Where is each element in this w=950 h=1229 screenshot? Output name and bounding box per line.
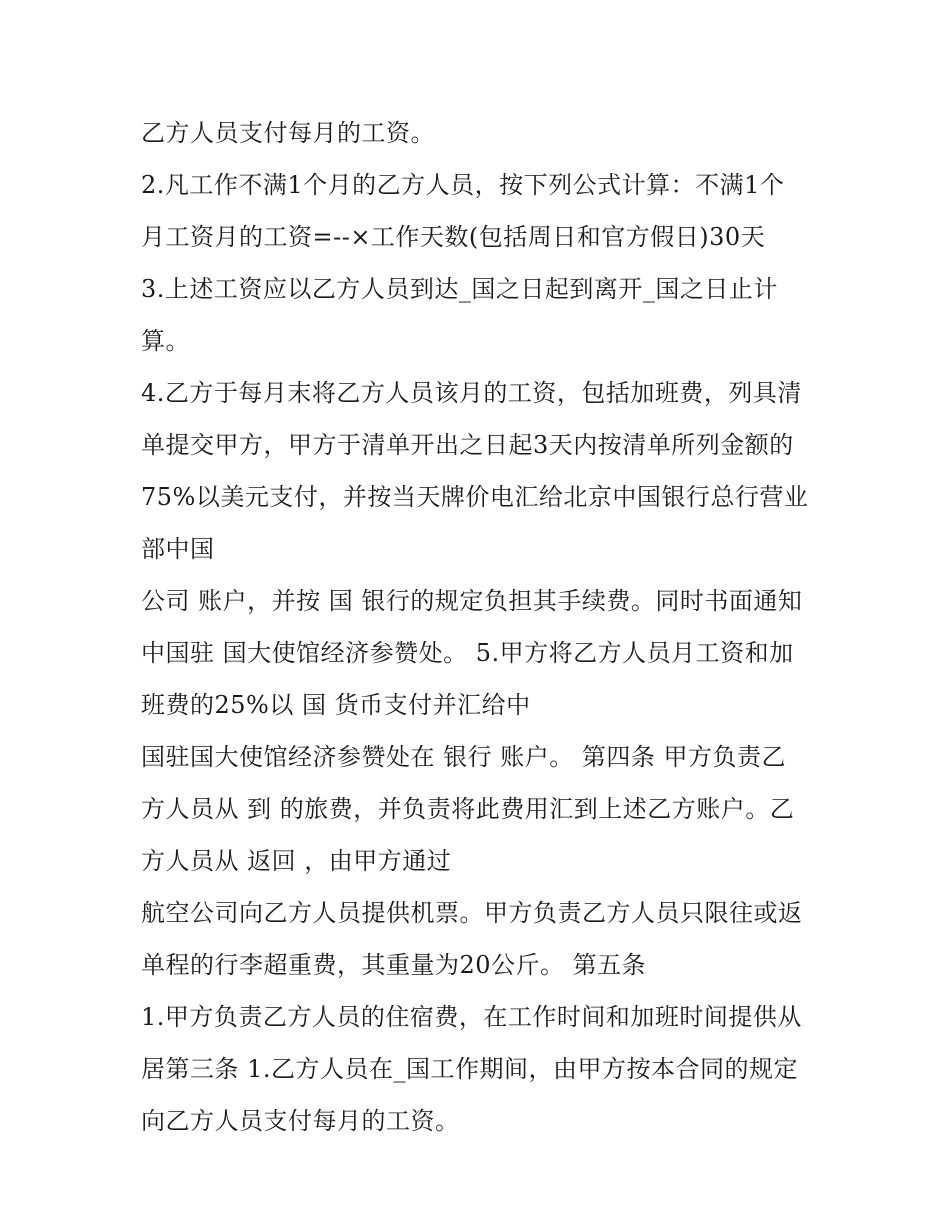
text-line-1: 乙方人员支付每月的工资。	[141, 119, 435, 147]
text-line-6: 4.乙方于每月末将乙方人员该月的工资，包括加班费，列具清	[141, 379, 802, 407]
text-line-3: 月工资月的工资=--×工作天数(包括周日和官方假日)30天	[141, 223, 766, 251]
text-line-7: 单提交甲方，甲方于清单开出之日起3天内按清单所列金额的	[141, 431, 794, 459]
text-line-19: 居第三条 1.乙方人员在_国工作期间，由甲方按本合同的规定	[141, 1055, 799, 1083]
text-line-2: 2.凡工作不满1个月的乙方人员，按下列公式计算：不满1个	[141, 171, 785, 199]
text-line-20: 向乙方人员支付每月的工资。	[141, 1107, 460, 1135]
text-line-13: 国驻国大使馆经济参赞处在 银行 账户。 第四条 甲方负责乙	[141, 743, 787, 771]
text-line-17: 单程的行李超重费，其重量为20公斤。 第五条	[141, 951, 647, 979]
text-line-12: 班费的25%以 国 货币支付并汇给中	[141, 691, 531, 719]
text-line-4: 3.上述工资应以乙方人员到达_国之日起到离开_国之日止计	[141, 275, 778, 303]
text-line-15: 方人员从 返回 ，由甲方通过	[141, 847, 452, 875]
text-line-11: 中国驻 国大使馆经济参赞处。 5.甲方将乙方人员月工资和加	[141, 639, 794, 667]
text-line-8: 75%以美元支付，并按当天牌价电汇给北京中国银行总行营业	[141, 483, 809, 511]
text-line-16: 航空公司向乙方人员提供机票。甲方负责乙方人员只限往或返	[141, 899, 803, 927]
contract-text	[141, 107, 831, 1147]
text-line-14: 方人员从 到 的旅费，并负责将此费用汇到上述乙方账户。乙	[141, 795, 795, 823]
text-line-10: 公司 账户，并按 国 银行的规定负担其手续费。同时书面通知	[141, 587, 803, 615]
text-line-18: 1.甲方负责乙方人员的住宿费，在工作时间和加班时间提供从	[141, 1003, 802, 1031]
text-line-5: 算。	[141, 327, 190, 355]
text-line-9: 部中国	[141, 535, 215, 563]
